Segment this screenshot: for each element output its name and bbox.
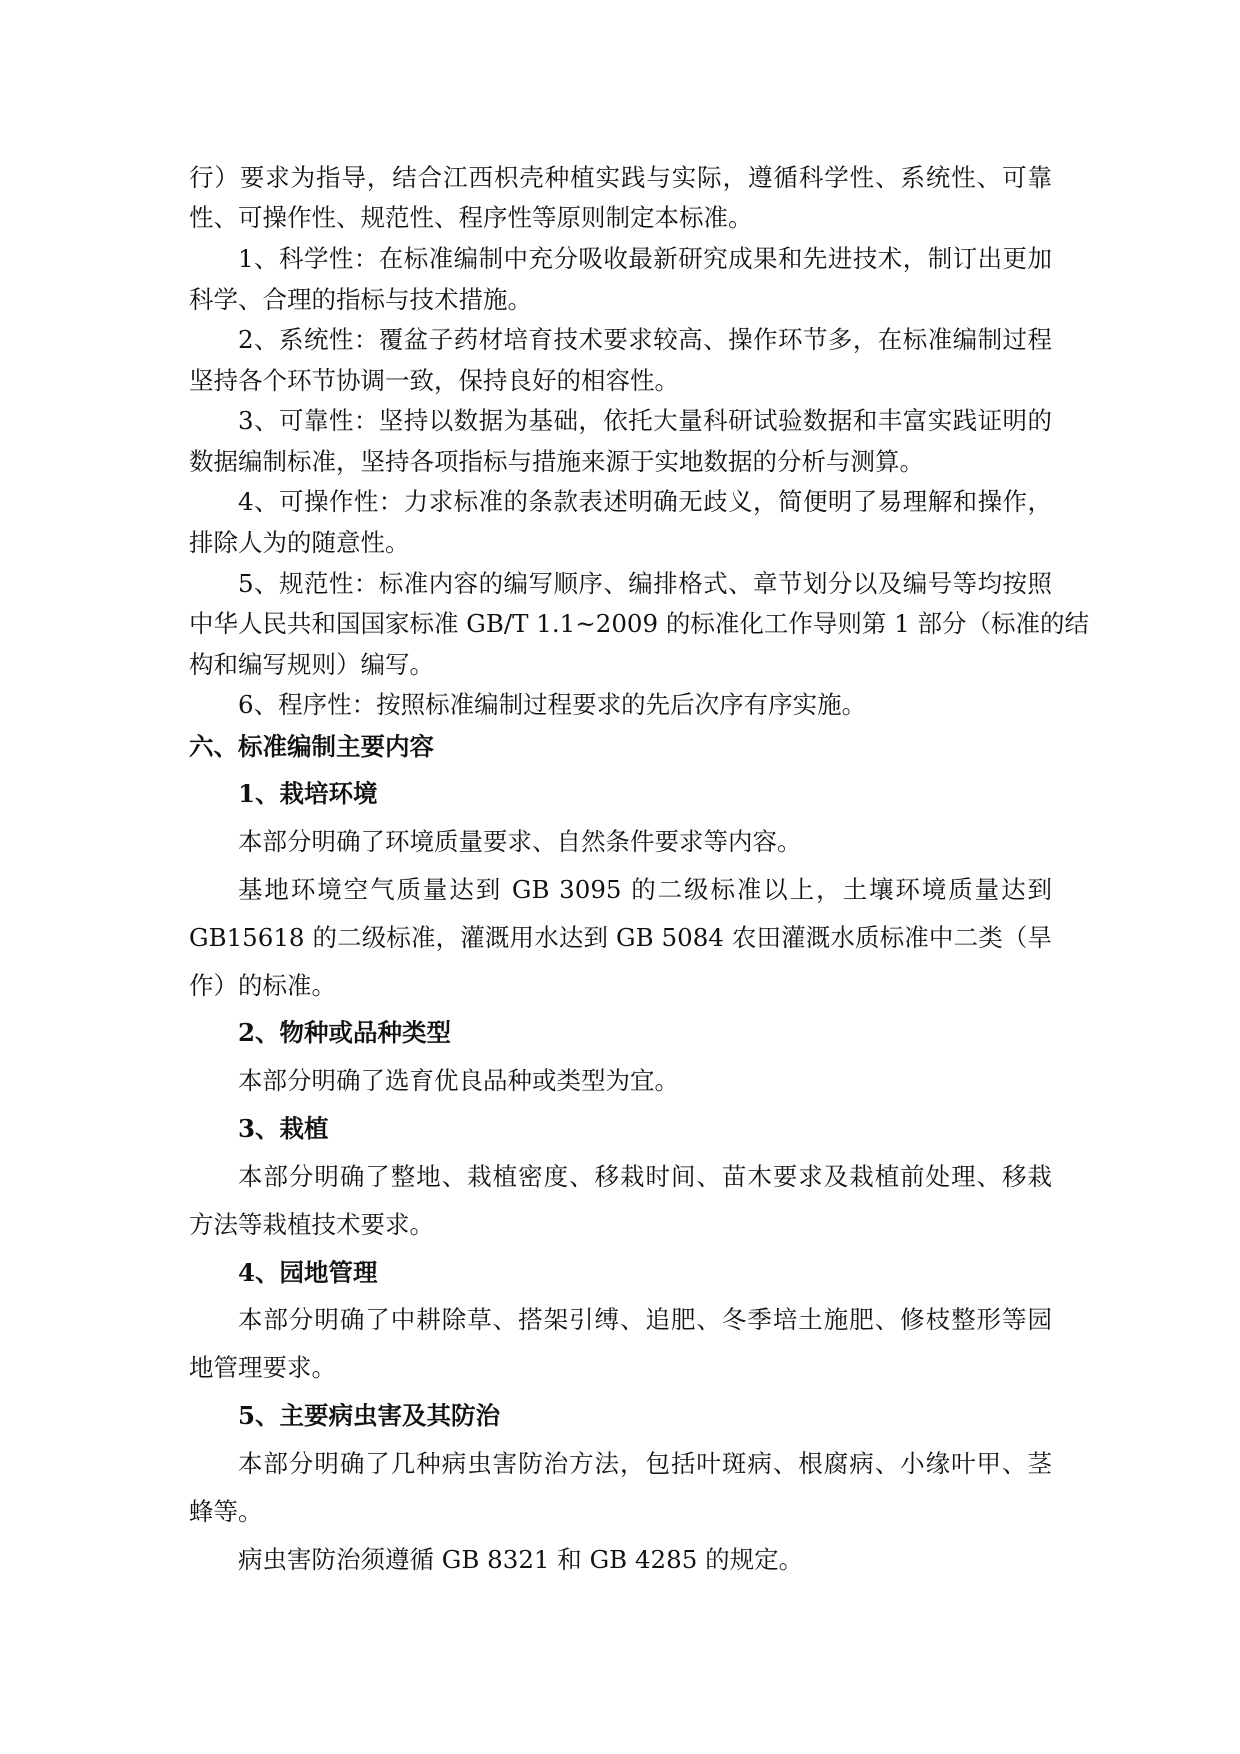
paragraph-line: GB15618 的二级标准，灌溉用水达到 GB 5084 农田灌溉水质标准中二类（旱 (189, 923, 1052, 952)
list-item-line: 2、系统性：覆盆子药材培育技术要求较高、操作环节多，在标准编制过程 (238, 325, 1052, 354)
list-item-line: 4、可操作性：力求标准的条款表述明确无歧义，简便明了易理解和操作， (238, 487, 1052, 516)
subsection-heading: 3、栽植 (238, 1114, 329, 1143)
paragraph-line: 蜂等。 (189, 1497, 263, 1526)
paragraph-line: 方法等栽植技术要求。 (189, 1210, 434, 1239)
paragraph-line: 中华人民共和国国家标准 GB/T 1.1~2009 的标准化工作导则第 1 部分（标准的结 (189, 609, 1090, 638)
subsection-heading: 2、物种或品种类型 (238, 1018, 452, 1047)
paragraph-line: 地管理要求。 (189, 1353, 336, 1382)
paragraph-line: 数据编制标准，坚持各项指标与措施来源于实地数据的分析与测算。 (189, 447, 924, 476)
list-item-line: 6、程序性：按照标准编制过程要求的先后次序有序实施。 (238, 690, 867, 719)
paragraph-line: 坚持各个环节协调一致，保持良好的相容性。 (189, 366, 679, 395)
subsection-heading: 1、栽培环境 (238, 779, 378, 808)
paragraph-line: 作）的标准。 (189, 971, 336, 1000)
paragraph-line: 构和编写规则）编写。 (189, 650, 434, 679)
paragraph-line: 性、可操作性、规范性、程序性等原则制定本标准。 (189, 203, 753, 232)
paragraph-line: 病虫害防治须遵循 GB 8321 和 GB 4285 的规定。 (238, 1545, 804, 1574)
paragraph-line: 本部分明确了整地、栽植密度、移栽时间、苗木要求及栽植前处理、移栽 (238, 1162, 1052, 1191)
paragraph-line: 本部分明确了中耕除草、搭架引缚、追肥、冬季培土施肥、修枝整形等园 (238, 1305, 1052, 1334)
paragraph-line: 本部分明确了几种病虫害防治方法，包括叶斑病、根腐病、小缘叶甲、茎 (238, 1449, 1052, 1478)
paragraph-line: 排除人为的随意性。 (189, 528, 410, 557)
paragraph-line: 科学、合理的指标与技术措施。 (189, 285, 532, 314)
list-item-line: 1、科学性：在标准编制中充分吸收最新研究成果和先进技术，制订出更加 (238, 244, 1052, 273)
list-item-line: 5、规范性：标准内容的编写顺序、编排格式、章节划分以及编号等均按照 (238, 569, 1052, 598)
list-item-line: 3、可靠性：坚持以数据为基础，依托大量科研试验数据和丰富实践证明的 (238, 406, 1052, 435)
subsection-heading: 5、主要病虫害及其防治 (238, 1401, 501, 1430)
section-heading: 六、标准编制主要内容 (189, 732, 434, 761)
paragraph-line: 行）要求为指导，结合江西枳壳种植实践与实际，遵循科学性、系统性、可靠 (189, 163, 1052, 192)
paragraph-line: 本部分明确了选育优良品种或类型为宜。 (238, 1066, 679, 1095)
paragraph-line: 基地环境空气质量达到 GB 3095 的二级标准以上，土壤环境质量达到 (238, 875, 1052, 904)
paragraph-line: 本部分明确了环境质量要求、自然条件要求等内容。 (238, 827, 802, 856)
subsection-heading: 4、园地管理 (238, 1258, 378, 1287)
